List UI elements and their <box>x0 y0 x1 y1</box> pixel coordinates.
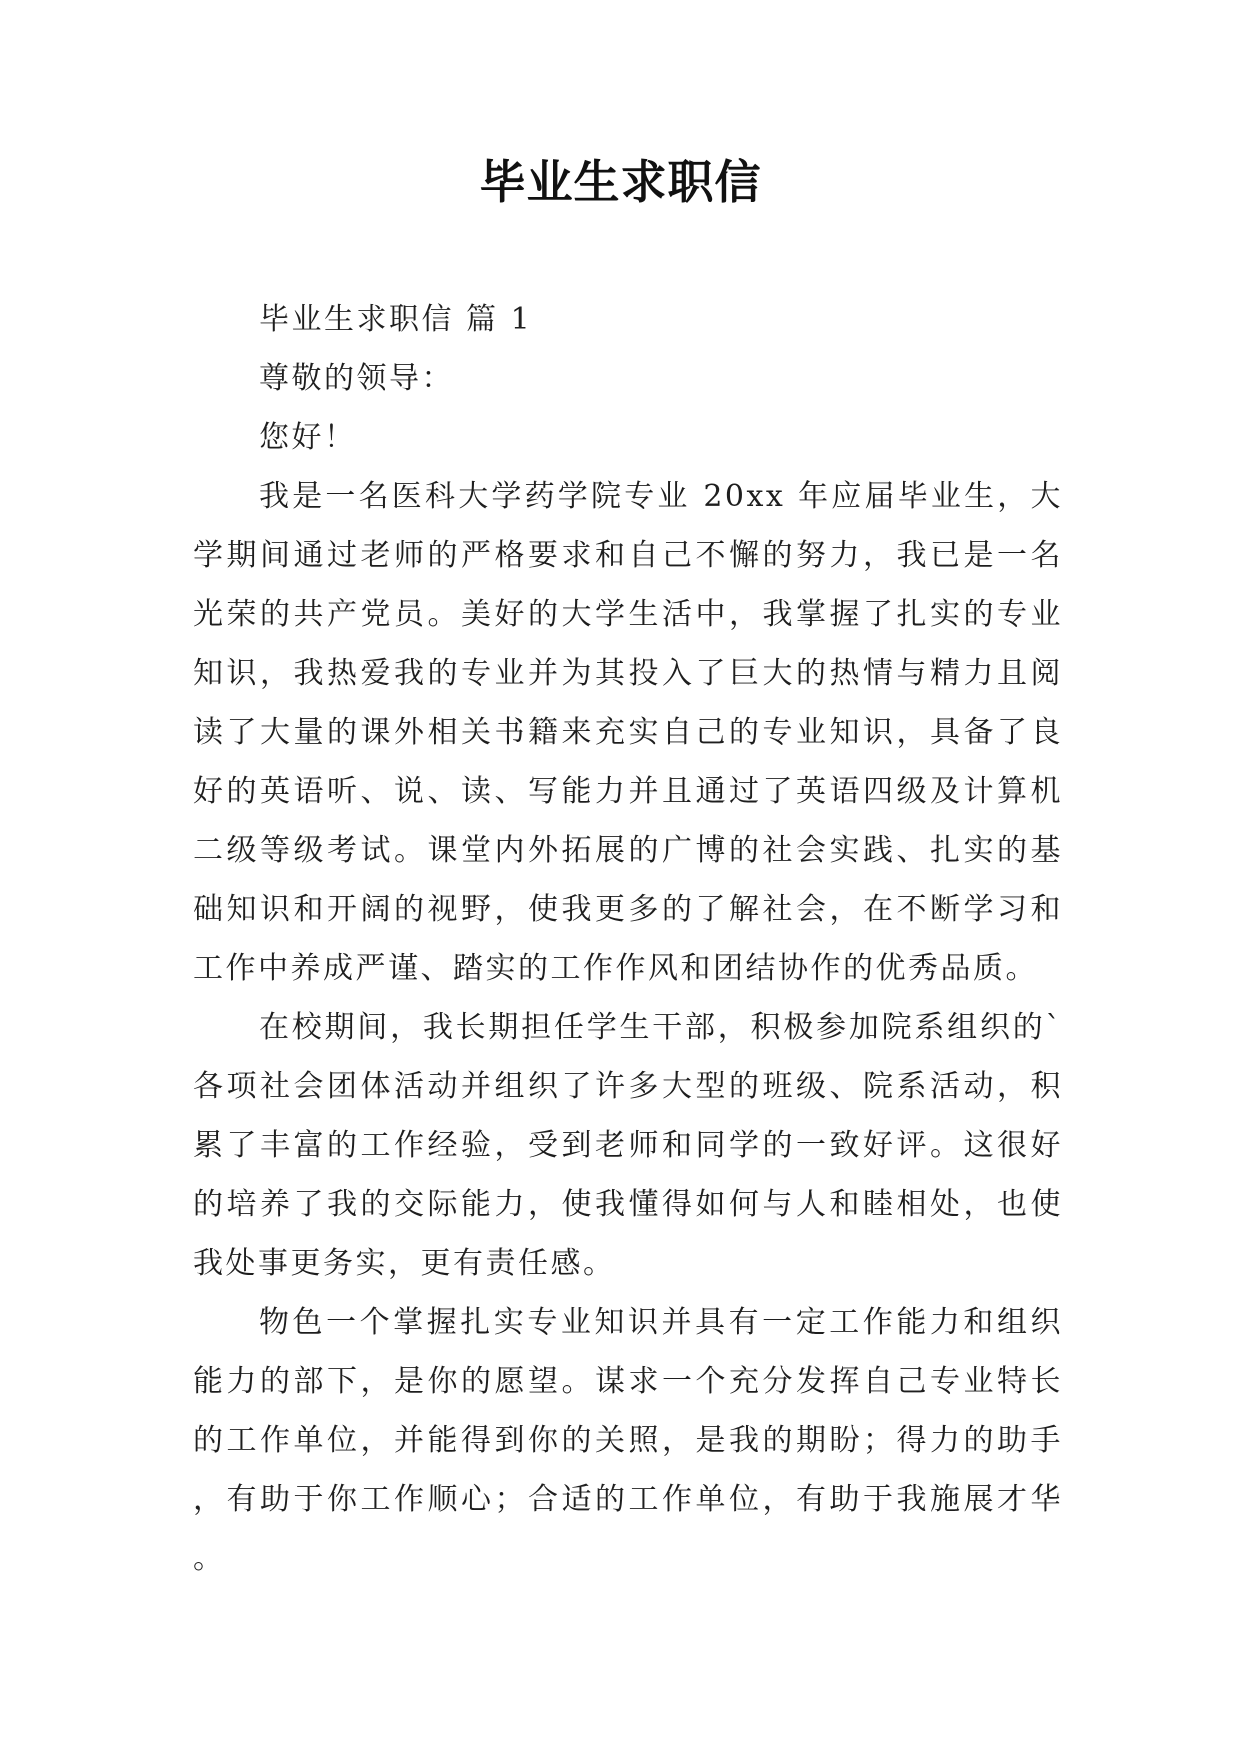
document-title: 毕业生求职信 <box>479 155 762 209</box>
body-paragraph: 在校期间，我长期担任学生干部，积极参加院系组织的`各项社会团体活动并组织了许多大型的班级、院系活动，积累了丰富的工作经验，受到老师和同学的一致好评。这很好的培养了我的交际能力，使我懂得如何与人和睦相处，也使我处事更务实，更有责任感。 <box>193 1010 1063 1281</box>
document-body <box>193 290 1063 1588</box>
body-paragraph: 物色一个掌握扎实专业知识并具有一定工作能力和组织能力的部下，是你的愿望。谋求一个充分发挥自己专业特长的工作单位，并能得到你的关照，是我的期盼；得力的助手，有助于你工作顺心；合适的工作单位，有助于我施展才华。 <box>193 1305 1063 1576</box>
salutation: 尊敬的领导： <box>259 361 454 396</box>
greeting: 您好！ <box>259 420 357 455</box>
body-paragraph: 我是一名医科大学药学院专业 20xx 年应届毕业生，大学期间通过老师的严格要求和自己不懈的努力，我已是一名光荣的共产党员。美好的大学生活中，我掌握了扎实的专业知识，我热爱我的专业并为其投入了巨大的热情与精力且阅读了大量的课外相关书籍来充实自己的专业知识，具备了良好的英语听、说、读、写能力并且通过了英语四级及计算机二级等级考试。课堂内外拓展的广博的社会实践、扎实的基础知识和开阔的视野，使我更多的了解社会，在不断学习和工作中养成严谨、踏实的工作作风和团结协作的优秀品质。 <box>193 479 1063 986</box>
section-heading: 毕业生求职信 篇 1 <box>259 302 533 337</box>
